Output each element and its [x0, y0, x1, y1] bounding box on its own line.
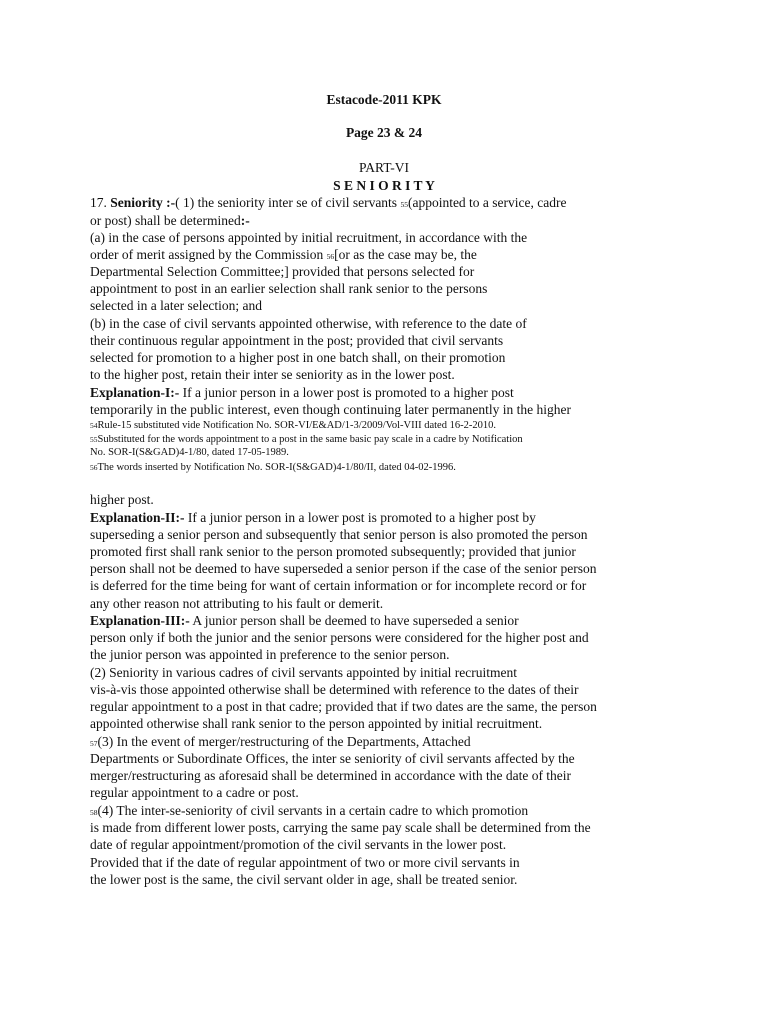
- explanation-3-line-3: the junior person was appointed in preference to the senior person.: [90, 647, 450, 662]
- explanation-1-line-1: [90, 385, 514, 401]
- rule-17-line-1: [90, 195, 567, 211]
- rule-17-line-3: (a) in the case of persons appointed by initial recruitment, in accordance with the: [90, 230, 528, 245]
- clause-4-line-5: the lower post is the same, the civil servant older in age, shall be treated senior.: [90, 872, 518, 887]
- part-heading: PART-VI: [359, 160, 409, 175]
- clause-2-line-1: (2) Seniority in various cadres of civil servants appointed by initial recruitment: [90, 665, 518, 680]
- clause-3-line-1: [90, 734, 471, 750]
- footnote-56: [90, 462, 456, 473]
- rule-17-line-2: [90, 213, 250, 229]
- clause-text: (4) The inter-se-seniority of civil servants in a certain cadre to which promotion: [97, 803, 529, 818]
- section-heading: S E N I O R I T Y: [333, 178, 435, 193]
- footnote-ref-58: 58: [90, 808, 98, 817]
- clause-2-line-3: regular appointment to a post in that cadre; provided that if two dates are the same, the person: [90, 699, 597, 714]
- explanation-3-label: Explanation-III:-: [90, 613, 190, 628]
- explanation-1-line-2: temporarily in the public interest, even though continuing later permanently in the higher: [90, 402, 571, 417]
- footnote-text: Substituted for the words appointment to a post in the same basic pay scale in a cadre by Notification: [97, 434, 523, 445]
- footnote-text: Rule-15 substituted vide Notification No. SOR-VI/E&AD/1-3/2009/Vol-VIII dated 16-2-2010.: [97, 420, 496, 431]
- rule-17-line-6: appointment to post in an earlier selection shall rank senior to the persons: [90, 281, 488, 296]
- rule-17-line-8: (b) in the case of civil servants appointed otherwise, with reference to the date of: [90, 316, 527, 331]
- continued-line: higher post.: [90, 492, 154, 507]
- explanation-2-line-4: person shall not be deemed to have superseded a senior person if the case of the senior person: [90, 561, 597, 576]
- clause-4-line-1: [90, 803, 528, 819]
- explanation-text: A junior person shall be deemed to have superseded a senior: [189, 613, 519, 628]
- footnote-text: The words inserted by Notification No. SOR-I(S&GAD)4-1/80/II, dated 04-02-1996.: [97, 462, 456, 473]
- footnote-number: 55: [90, 435, 98, 444]
- explanation-text: If a junior person in a lower post is promoted to a higher post: [179, 385, 514, 400]
- clause-text: (3) In the event of merger/restructuring of the Departments, Attached: [97, 734, 471, 749]
- explanation-text: If a junior person in a lower post is promoted to a higher post by: [184, 510, 536, 525]
- explanation-2-line-6: any other reason not attributing to his fault or demerit.: [90, 596, 384, 611]
- rule-label: Seniority :-: [110, 195, 176, 210]
- document-title: Estacode-2011 KPK: [326, 92, 442, 107]
- explanation-3-line-2: person only if both the junior and the senior persons were considered for the higher post and: [90, 630, 589, 645]
- rule-number: 17.: [90, 195, 111, 210]
- rule-text: ( 1) the seniority inter se of civil servants: [175, 195, 401, 210]
- explanation-1-label: Explanation-I:-: [90, 385, 180, 400]
- footnote-ref-57: 57: [90, 739, 98, 748]
- rule-17-line-9: their continuous regular appointment in the post; provided that civil servants: [90, 333, 504, 348]
- explanation-2-line-3: promoted first shall rank senior to the person promoted subsequently; provided that junior: [90, 544, 576, 559]
- clause-3-line-3: merger/restructuring as aforesaid shall be determined in accordance with the date of their: [90, 768, 572, 783]
- explanation-2-line-2: superseding a senior person and subsequently that senior person is also promoted the person: [90, 527, 588, 542]
- rule-17-line-5: Departmental Selection Committee;] provided that persons selected for: [90, 264, 475, 279]
- rule-text: [or as the case may be, the: [334, 247, 477, 262]
- clause-4-line-3: date of regular appointment/promotion of the civil servants in the lower post.: [90, 837, 507, 852]
- rule-17-line-10: selected for promotion to a higher post in one batch shall, on their promotion: [90, 350, 506, 365]
- clause-3-line-4: regular appointment to a cadre or post.: [90, 785, 299, 800]
- footnote-ref-55: 55: [400, 200, 408, 209]
- explanation-3-line-1: [90, 613, 519, 629]
- rule-text: or post) shall be determined: [90, 213, 241, 228]
- explanation-2-label: Explanation-II:-: [90, 510, 185, 525]
- explanation-2-line-1: [90, 510, 536, 526]
- page-reference: Page 23 & 24: [345, 125, 423, 140]
- clause-4-line-2: is made from different lower posts, carrying the same pay scale shall be determined from the: [90, 820, 591, 835]
- footnote-55: [90, 434, 523, 445]
- rule-text: (appointed to a service, cadre: [407, 195, 567, 210]
- rule-17-line-11: to the higher post, retain their inter se seniority as in the lower post.: [90, 367, 455, 382]
- clause-4-line-4: Provided that if the date of regular appointment of two or more civil servants in: [90, 855, 520, 870]
- rule-text: order of merit assigned by the Commission: [90, 247, 327, 262]
- footnote-ref-56: 56: [326, 252, 335, 261]
- footnote-54: [90, 420, 496, 431]
- clause-2-line-4: appointed otherwise shall rank senior to the person appointed by initial recruitment.: [90, 716, 543, 731]
- footnote-number: 54: [90, 421, 98, 430]
- clause-3-line-2: Departments or Subordinate Offices, the inter se seniority of civil servants affected by the: [90, 751, 575, 766]
- footnote-55-continued: No. SOR-I(S&GAD)4-1/80, dated 17-05-1989.: [90, 447, 289, 458]
- rule-text-bold: :-: [240, 213, 250, 228]
- footnote-number: 56: [90, 463, 98, 472]
- rule-17-line-7: selected in a later selection; and: [90, 298, 263, 313]
- explanation-2-line-5: is deferred for the time being for want of certain information or for incomplete record or for: [90, 578, 587, 593]
- rule-17-line-4: [90, 247, 477, 263]
- clause-2-line-2: vis-à-vis those appointed otherwise shall be determined with reference to the dates of their: [90, 682, 579, 697]
